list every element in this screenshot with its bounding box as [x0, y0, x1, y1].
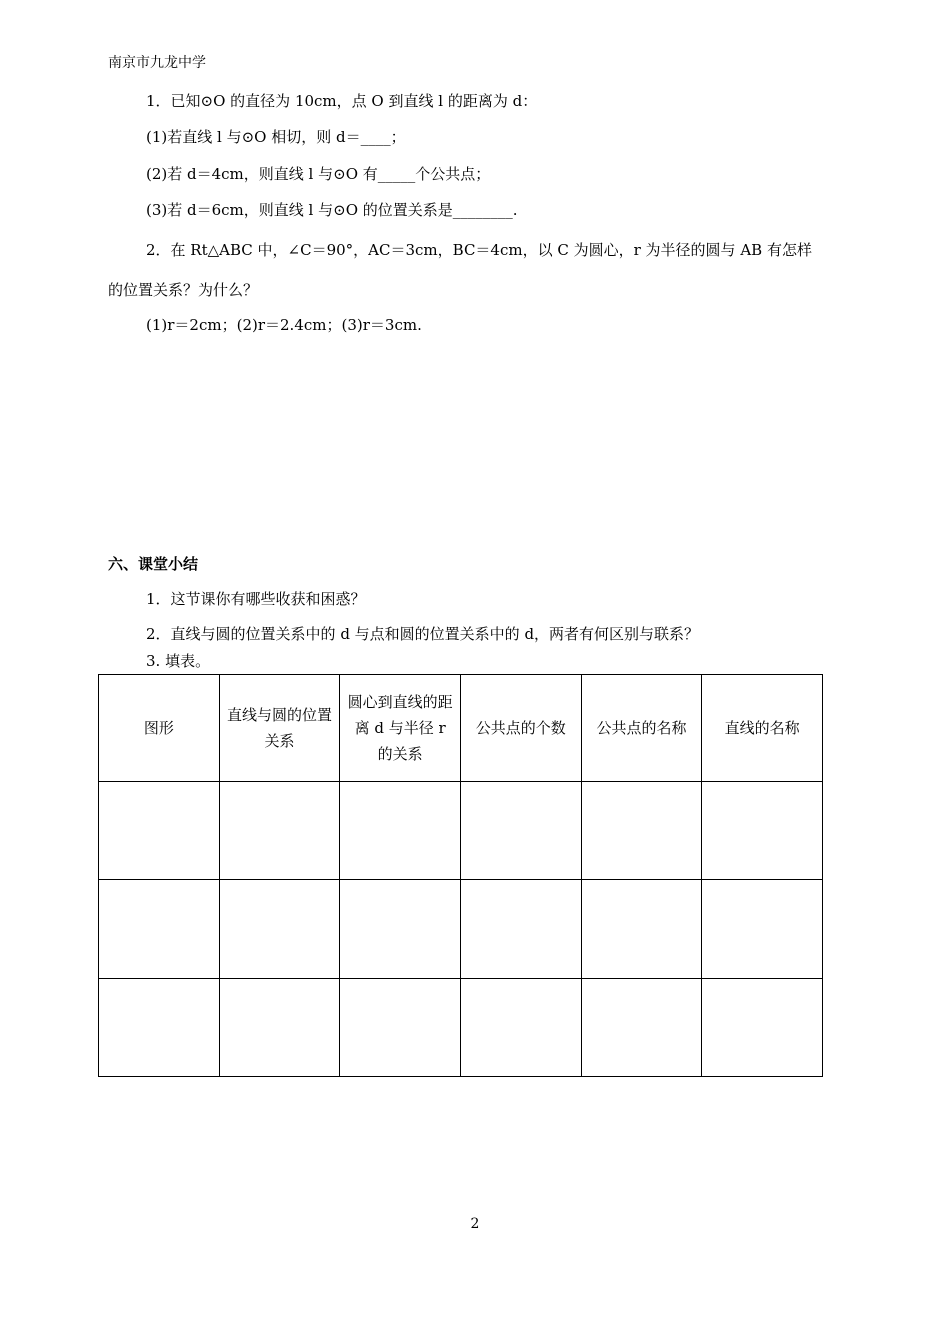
summary-item-3: 3. 填表。: [146, 652, 211, 670]
table-cell[interactable]: [581, 880, 702, 978]
table-cell[interactable]: [219, 782, 340, 880]
table-cell[interactable]: [581, 782, 702, 880]
header-cell-common-point-name: 公共点的名称: [581, 675, 702, 782]
table-cell[interactable]: [460, 880, 581, 978]
header-cell-position-relation: 直线与圆的位置关系: [219, 675, 340, 782]
question-1-part-1: (1)若直线 l 与⊙O 相切，则 d＝____；: [146, 128, 406, 146]
header-cell-figure: 图形: [99, 675, 220, 782]
question-2-stem-line-2: 的位置关系？为什么？: [108, 281, 259, 299]
question-2-stem-line-1: 2．在 Rt△ABC 中，∠C＝90°，AC＝3cm，BC＝4cm，以 C 为圆心，r 为半径的圆与 AB 有怎样: [146, 241, 812, 259]
table-cell[interactable]: [99, 880, 220, 978]
header-cell-common-point-count: 公共点的个数: [460, 675, 581, 782]
section-title: 六、课堂小结: [108, 555, 199, 573]
table-cell[interactable]: [340, 782, 461, 880]
table-row: [99, 782, 823, 880]
table-header-row: [99, 675, 823, 782]
table-cell[interactable]: [219, 880, 340, 978]
table-cell[interactable]: [340, 880, 461, 978]
table-cell[interactable]: [99, 782, 220, 880]
table-cell[interactable]: [702, 782, 823, 880]
page-header: 南京市九龙中学: [108, 55, 206, 71]
question-1-part-2: (2)若 d＝4cm，则直线 l 与⊙O 有_____个公共点；: [146, 165, 491, 183]
summary-item-2: 2．直线与圆的位置关系中的 d 与点和圆的位置关系中的 d，两者有何区别与联系？: [146, 625, 700, 643]
header-cell-distance-relation: 圆心到直线的距离 d 与半径 r 的关系: [340, 675, 461, 782]
table-cell[interactable]: [99, 978, 220, 1076]
table-row: [99, 880, 823, 978]
fill-in-table: [98, 674, 823, 1077]
table-cell[interactable]: [460, 782, 581, 880]
question-2-parts: (1)r＝2cm；(2)r＝2.4cm；(3)r＝3cm.: [146, 316, 422, 334]
table-cell[interactable]: [702, 978, 823, 1076]
question-1-part-3: (3)若 d＝6cm，则直线 l 与⊙O 的位置关系是________.: [146, 201, 518, 219]
header-cell-line-name: 直线的名称: [702, 675, 823, 782]
table-cell[interactable]: [702, 880, 823, 978]
summary-item-1: 1．这节课你有哪些收获和困惑？: [146, 590, 366, 608]
page-number: 2: [470, 1216, 480, 1232]
table-cell[interactable]: [581, 978, 702, 1076]
table-cell[interactable]: [460, 978, 581, 1076]
table-cell[interactable]: [219, 978, 340, 1076]
table-cell[interactable]: [340, 978, 461, 1076]
table-row: [99, 978, 823, 1076]
question-1-stem: 1．已知⊙O 的直径为 10cm，点 O 到直线 l 的距离为 d：: [146, 92, 538, 110]
